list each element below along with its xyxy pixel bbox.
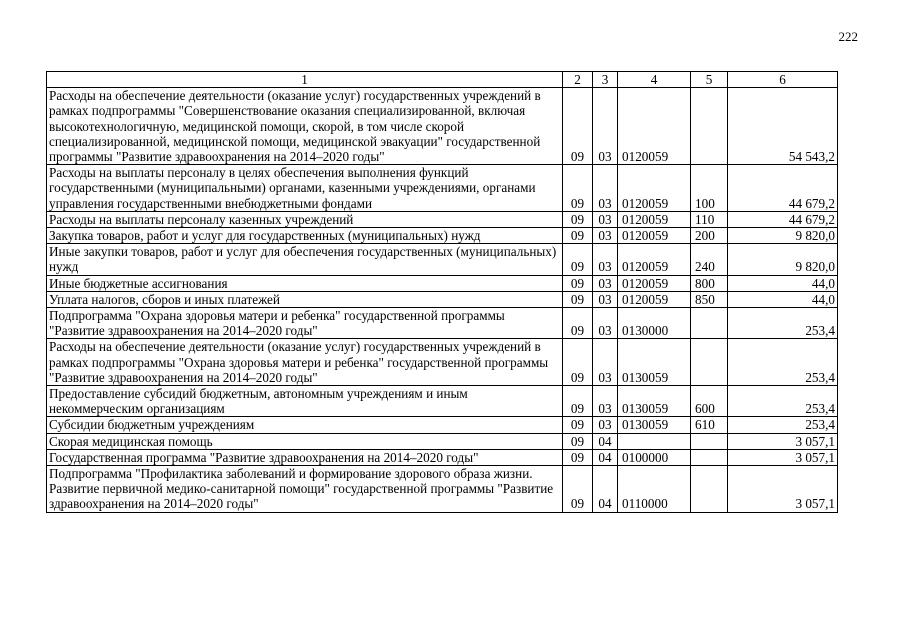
row-target-article-cell: 0100000 bbox=[618, 449, 691, 465]
row-section-cell: 09 bbox=[563, 449, 593, 465]
row-target-article-cell: 0130059 bbox=[618, 339, 691, 386]
table-row bbox=[47, 433, 838, 449]
row-amount-cell: 9 820,0 bbox=[728, 244, 838, 275]
header-cell-2: 2 bbox=[563, 72, 593, 88]
row-amount-cell: 253,4 bbox=[728, 308, 838, 339]
table-row bbox=[47, 417, 838, 433]
row-name-cell: Государственная программа "Развитие здравоохранения на 2014–2020 годы" bbox=[47, 449, 563, 465]
row-subsection-cell: 03 bbox=[593, 275, 618, 291]
table-row bbox=[47, 275, 838, 291]
row-target-article-cell: 0120059 bbox=[618, 228, 691, 244]
row-section-cell: 09 bbox=[563, 339, 593, 386]
header-cell-4: 4 bbox=[618, 72, 691, 88]
row-expense-type-cell: 200 bbox=[691, 228, 728, 244]
row-expense-type-cell bbox=[691, 433, 728, 449]
table-row bbox=[47, 88, 838, 165]
row-subsection-cell: 03 bbox=[593, 291, 618, 307]
row-section-cell: 09 bbox=[563, 386, 593, 417]
row-amount-cell: 3 057,1 bbox=[728, 466, 838, 513]
table-row bbox=[47, 228, 838, 244]
header-cell-3: 3 bbox=[593, 72, 618, 88]
row-target-article-cell: 0130059 bbox=[618, 386, 691, 417]
row-amount-cell: 9 820,0 bbox=[728, 228, 838, 244]
row-subsection-cell: 04 bbox=[593, 433, 618, 449]
row-name-cell: Подпрограмма "Профилактика заболеваний и формирование здорового образа жизни. Развитие первичной медико-санитарной помощи" государственной программы "Развитие здравоохранения на 2014–2020 годы" bbox=[47, 466, 563, 513]
row-target-article-cell: 0130059 bbox=[618, 417, 691, 433]
row-name-cell: Уплата налогов, сборов и иных платежей bbox=[47, 291, 563, 307]
table-row bbox=[47, 339, 838, 386]
row-target-article-cell bbox=[618, 433, 691, 449]
row-subsection-cell: 03 bbox=[593, 386, 618, 417]
row-target-article-cell: 0120059 bbox=[618, 165, 691, 212]
row-expense-type-cell: 240 bbox=[691, 244, 728, 275]
row-subsection-cell: 03 bbox=[593, 211, 618, 227]
row-expense-type-cell: 610 bbox=[691, 417, 728, 433]
row-expense-type-cell: 800 bbox=[691, 275, 728, 291]
row-subsection-cell: 03 bbox=[593, 165, 618, 212]
table-row bbox=[47, 244, 838, 275]
row-amount-cell: 44 679,2 bbox=[728, 165, 838, 212]
row-name-cell: Расходы на обеспечение деятельности (оказание услуг) государственных учреждений в рамках подпрограммы "Охрана здоровья матери и ребенка" государственной программы "Развитие здравоохранения на 2014–2020 годы" bbox=[47, 339, 563, 386]
row-subsection-cell: 03 bbox=[593, 88, 618, 165]
row-amount-cell: 44 679,2 bbox=[728, 211, 838, 227]
row-subsection-cell: 03 bbox=[593, 339, 618, 386]
row-subsection-cell: 04 bbox=[593, 466, 618, 513]
row-target-article-cell: 0120059 bbox=[618, 211, 691, 227]
row-amount-cell: 3 057,1 bbox=[728, 433, 838, 449]
row-name-cell: Подпрограмма "Охрана здоровья матери и ребенка" государственной программы "Развитие здравоохранения на 2014–2020 годы" bbox=[47, 308, 563, 339]
row-name-cell: Расходы на выплаты персоналу казенных учреждений bbox=[47, 211, 563, 227]
row-section-cell: 09 bbox=[563, 466, 593, 513]
row-section-cell: 09 bbox=[563, 211, 593, 227]
row-subsection-cell: 03 bbox=[593, 417, 618, 433]
table-row bbox=[47, 449, 838, 465]
row-subsection-cell: 03 bbox=[593, 244, 618, 275]
row-amount-cell: 253,4 bbox=[728, 417, 838, 433]
row-name-cell: Расходы на выплаты персоналу в целях обеспечения выполнения функций государственными (муниципальными) органами, казенными учреждениями, органами управления государственными внебюджетными фондами bbox=[47, 165, 563, 212]
row-section-cell: 09 bbox=[563, 244, 593, 275]
row-name-cell: Скорая медицинская помощь bbox=[47, 433, 563, 449]
row-target-article-cell: 0120059 bbox=[618, 291, 691, 307]
row-section-cell: 09 bbox=[563, 433, 593, 449]
row-expense-type-cell: 600 bbox=[691, 386, 728, 417]
header-cell-1: 1 bbox=[47, 72, 563, 88]
row-amount-cell: 253,4 bbox=[728, 386, 838, 417]
row-amount-cell: 44,0 bbox=[728, 275, 838, 291]
row-expense-type-cell bbox=[691, 449, 728, 465]
row-target-article-cell: 0120059 bbox=[618, 275, 691, 291]
row-expense-type-cell bbox=[691, 466, 728, 513]
header-cell-5: 5 bbox=[691, 72, 728, 88]
row-amount-cell: 54 543,2 bbox=[728, 88, 838, 165]
row-section-cell: 09 bbox=[563, 308, 593, 339]
row-section-cell: 09 bbox=[563, 291, 593, 307]
row-section-cell: 09 bbox=[563, 275, 593, 291]
page-number: 222 bbox=[838, 29, 858, 44]
row-expense-type-cell bbox=[691, 339, 728, 386]
row-name-cell: Расходы на обеспечение деятельности (оказание услуг) государственных учреждений в рамках подпрограммы "Совершенствование оказания специализированной, включая высокотехнологичную, медицинской помощи, скорой, в том числе скорой специализированной, медицинской помощи, медицинской эвакуации" государственной программы "Развитие здравоохранения на 2014–2020 годы" bbox=[47, 88, 563, 165]
table-row bbox=[47, 308, 838, 339]
row-name-cell: Иные закупки товаров, работ и услуг для обеспечения государственных (муниципальных) нужд bbox=[47, 244, 563, 275]
table-row bbox=[47, 211, 838, 227]
row-target-article-cell: 0110000 bbox=[618, 466, 691, 513]
row-section-cell: 09 bbox=[563, 228, 593, 244]
row-expense-type-cell bbox=[691, 308, 728, 339]
row-name-cell: Иные бюджетные ассигнования bbox=[47, 275, 563, 291]
row-target-article-cell: 0120059 bbox=[618, 88, 691, 165]
row-name-cell: Закупка товаров, работ и услуг для государственных (муниципальных) нужд bbox=[47, 228, 563, 244]
row-section-cell: 09 bbox=[563, 417, 593, 433]
row-expense-type-cell: 850 bbox=[691, 291, 728, 307]
row-section-cell: 09 bbox=[563, 165, 593, 212]
budget-table bbox=[46, 71, 838, 513]
row-subsection-cell: 03 bbox=[593, 308, 618, 339]
row-amount-cell: 253,4 bbox=[728, 339, 838, 386]
row-subsection-cell: 04 bbox=[593, 449, 618, 465]
row-expense-type-cell bbox=[691, 88, 728, 165]
row-subsection-cell: 03 bbox=[593, 228, 618, 244]
table-row bbox=[47, 386, 838, 417]
table-row bbox=[47, 466, 838, 513]
row-target-article-cell: 0120059 bbox=[618, 244, 691, 275]
row-amount-cell: 3 057,1 bbox=[728, 449, 838, 465]
table-row bbox=[47, 291, 838, 307]
row-expense-type-cell: 100 bbox=[691, 165, 728, 212]
header-cell-6: 6 bbox=[728, 72, 838, 88]
row-expense-type-cell: 110 bbox=[691, 211, 728, 227]
row-section-cell: 09 bbox=[563, 88, 593, 165]
table-header-row bbox=[47, 72, 838, 88]
row-name-cell: Предоставление субсидий бюджетным, автономным учреждениям и иным некоммерческим организациям bbox=[47, 386, 563, 417]
table-row bbox=[47, 165, 838, 212]
budget-table-body bbox=[47, 72, 838, 513]
row-amount-cell: 44,0 bbox=[728, 291, 838, 307]
row-name-cell: Субсидии бюджетным учреждениям bbox=[47, 417, 563, 433]
row-target-article-cell: 0130000 bbox=[618, 308, 691, 339]
